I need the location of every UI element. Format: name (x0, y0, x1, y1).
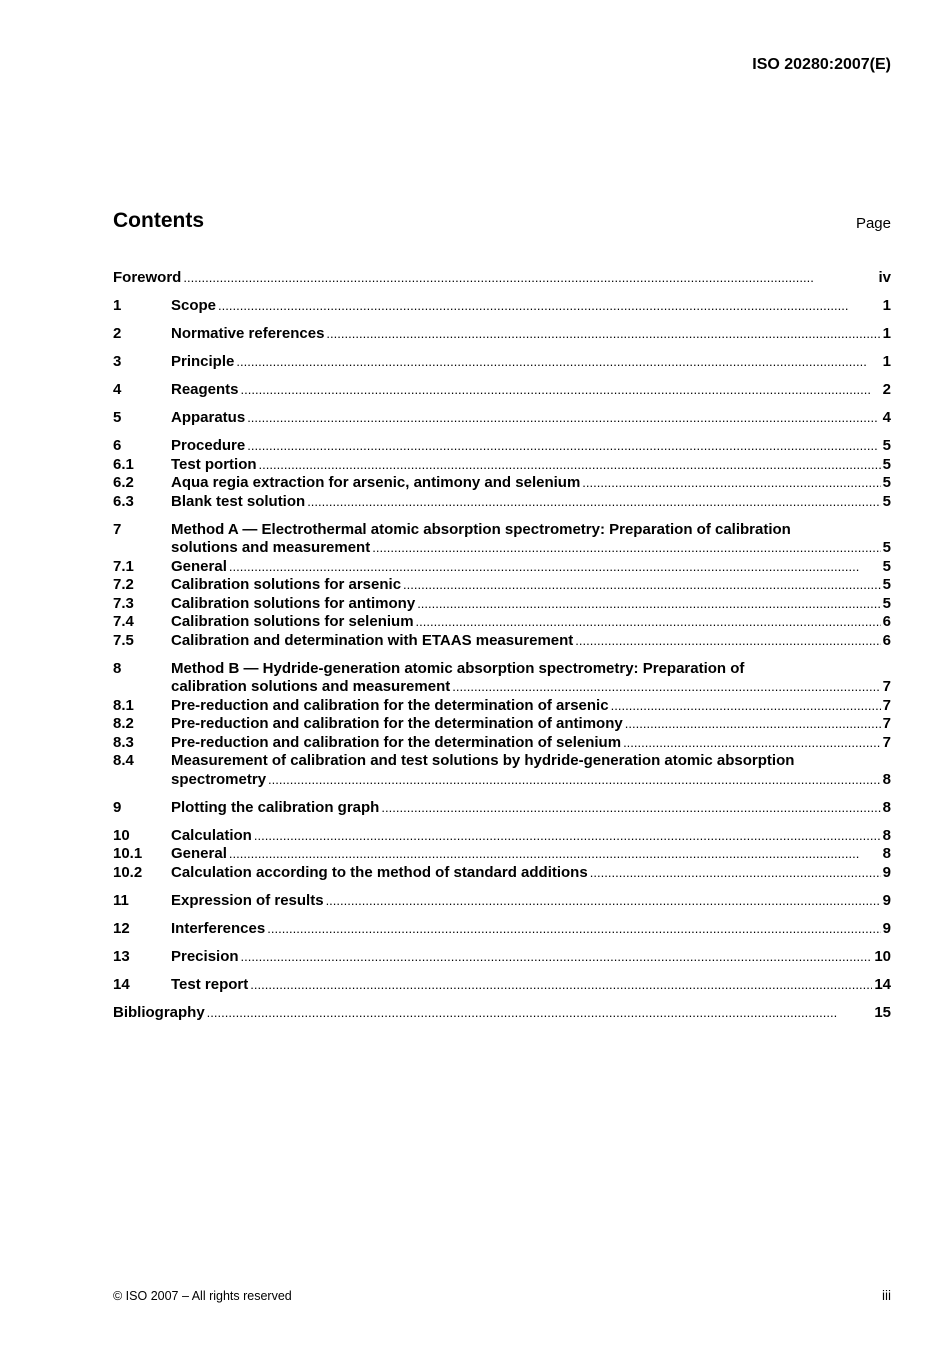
toc-entry[interactable] (113, 920, 891, 939)
toc-page-number: 6 (882, 631, 891, 649)
toc-number: 4 (113, 381, 122, 398)
toc-page-number: 7 (882, 696, 891, 714)
toc-title: Procedure (171, 437, 246, 454)
toc-number: 11 (113, 891, 129, 909)
copyright-notice: © ISO 2007 – All rights reserved (113, 1289, 292, 1303)
toc-title: Pre-reduction and calibration for the determination of antimony (171, 715, 623, 732)
toc-number: 6.1 (113, 455, 134, 473)
toc-leader-dots (326, 325, 880, 344)
toc-number: 9 (113, 798, 122, 816)
toc-entry[interactable] (113, 697, 891, 716)
toc-page-number: 9 (882, 863, 891, 881)
toc-page-number: 7 (882, 715, 891, 732)
toc-leader-dots (250, 976, 872, 995)
toc-number: 10 (113, 826, 130, 844)
toc-entry[interactable] (113, 976, 891, 995)
toc-number: 10.2 (113, 863, 143, 881)
toc-number: 7 (113, 520, 122, 538)
toc-page-number: 6 (882, 613, 891, 630)
toc-leader-dots (590, 864, 881, 883)
toc-page-number: 8 (882, 845, 891, 862)
toc-number: 2 (113, 325, 122, 342)
toc-entry[interactable] (113, 521, 891, 558)
document-id: ISO 20280:2007(E) (752, 56, 891, 73)
toc-title: Calibration solutions for antimony (171, 594, 416, 612)
toc-page-number: 5 (882, 576, 891, 593)
toc-entry[interactable] (113, 752, 891, 789)
toc-page-number: 2 (882, 381, 891, 398)
toc-page-number: 8 (882, 770, 891, 788)
toc-leader-dots (416, 613, 881, 632)
toc-page-number: 4 (882, 409, 891, 426)
toc-entry[interactable] (113, 632, 891, 651)
toc-entry[interactable] (113, 381, 891, 400)
toc-number: 7.2 (113, 576, 134, 593)
toc-leader-dots (241, 948, 873, 967)
toc-entry[interactable] (113, 493, 891, 512)
contents-title: Contents (113, 209, 204, 232)
toc-title: Pre-reduction and calibration for the determination of arsenic (171, 696, 609, 714)
toc-title: Calculation according to the method of standard additions (171, 863, 588, 881)
toc-leader-dots (229, 558, 881, 577)
toc-leader-dots (247, 409, 880, 428)
toc-title: Calculation (171, 826, 252, 844)
toc-title: Bibliography (113, 1003, 205, 1021)
toc-entry[interactable] (113, 734, 891, 753)
toc-title: Measurement of calibration and test solutions by hydride-generation atomic absorption (171, 752, 795, 769)
toc-title-continued: calibration solutions and measurement (171, 678, 451, 695)
toc-number: 8.2 (113, 715, 134, 732)
toc-number: 7.1 (113, 557, 134, 575)
toc-number: 12 (113, 919, 130, 937)
toc-page-number: 7 (882, 733, 891, 751)
toc-entry[interactable] (113, 660, 891, 697)
toc-page-number: 5 (882, 594, 891, 612)
toc-entry[interactable] (113, 409, 891, 428)
toc-entry[interactable] (113, 576, 891, 595)
toc-number: 7.4 (113, 613, 134, 630)
toc-number: 14 (113, 975, 130, 993)
toc-entry[interactable] (113, 325, 891, 344)
toc-page-number: 8 (882, 798, 891, 816)
toc-number: 10.1 (113, 845, 143, 862)
toc-title: Calibration and determination with ETAAS measurement (171, 631, 574, 649)
toc-leader-dots (326, 892, 881, 911)
toc-number: 6.3 (113, 492, 134, 510)
toc-leader-dots (247, 437, 880, 456)
toc-leader-dots (381, 799, 880, 818)
toc-title: Plotting the calibration graph (171, 798, 380, 816)
toc-entry[interactable] (113, 613, 891, 632)
toc-leader-dots (241, 381, 881, 400)
toc-title-continued: solutions and measurement (171, 539, 371, 556)
toc-page-number: 1 (882, 353, 891, 370)
toc-title: Scope (171, 297, 217, 314)
toc-number: 5 (113, 409, 122, 426)
toc-page-number: 5 (882, 539, 891, 556)
toc-title: Foreword (113, 269, 182, 286)
toc-title: General (171, 845, 227, 862)
toc-entry[interactable] (113, 269, 891, 288)
table-of-contents (113, 269, 891, 1022)
toc-entry[interactable] (113, 845, 891, 864)
toc-leader-dots (372, 539, 880, 558)
toc-page-number: 5 (882, 492, 891, 510)
toc-entry[interactable] (113, 948, 891, 967)
toc-entry[interactable] (113, 456, 891, 475)
toc-entry[interactable] (113, 1004, 891, 1023)
toc-page-number: 5 (882, 455, 891, 473)
page-column-label: Page (855, 215, 891, 232)
toc-page-number: 14 (874, 975, 891, 993)
toc-title: Pre-reduction and calibration for the determination of selenium (171, 733, 622, 751)
toc-leader-dots (207, 1004, 873, 1023)
toc-page-number: 5 (882, 474, 891, 491)
toc-entry[interactable] (113, 437, 891, 456)
toc-title: Aqua regia extraction for arsenic, antimony and selenium (171, 474, 581, 491)
toc-title: Method B — Hydride-generation atomic absorption spectrometry: Preparation of (171, 659, 745, 677)
toc-leader-dots (254, 827, 881, 846)
toc-title: Principle (171, 353, 235, 370)
toc-entry[interactable] (113, 892, 891, 911)
toc-page-number: 10 (874, 947, 891, 965)
page-number: iii (882, 1288, 891, 1303)
toc-leader-dots (183, 269, 876, 288)
toc-page-number: 5 (882, 557, 891, 575)
toc-title: Test portion (171, 455, 257, 473)
toc-number: 6.2 (113, 474, 134, 491)
toc-page-number: 8 (882, 826, 891, 844)
toc-number: 1 (113, 297, 122, 314)
toc-number: 6 (113, 437, 122, 454)
toc-leader-dots (259, 456, 881, 475)
toc-page-number: 9 (882, 891, 891, 909)
toc-title: General (171, 557, 227, 575)
toc-title-continued: spectrometry (171, 770, 267, 788)
toc-number: 7.5 (113, 631, 134, 649)
toc-leader-dots (417, 595, 880, 614)
toc-leader-dots (236, 353, 880, 372)
toc-entry[interactable] (113, 827, 891, 846)
toc-page-number: 1 (882, 297, 891, 314)
toc-title: Interferences (171, 919, 266, 937)
toc-title: Test report (171, 975, 249, 993)
toc-title: Blank test solution (171, 492, 306, 510)
toc-number: 8.3 (113, 733, 134, 751)
toc-entry[interactable] (113, 353, 891, 372)
toc-page-number: iv (878, 269, 891, 286)
toc-entry[interactable] (113, 715, 891, 734)
toc-page-number: 7 (882, 678, 891, 695)
toc-leader-dots (403, 576, 881, 595)
toc-title: Calibration solutions for selenium (171, 613, 414, 630)
toc-leader-dots (268, 771, 881, 790)
toc-title: Apparatus (171, 409, 246, 426)
toc-page-number: 5 (882, 437, 891, 454)
toc-title: Normative references (171, 325, 325, 342)
toc-leader-dots (229, 845, 881, 864)
toc-entry[interactable] (113, 474, 891, 493)
toc-number: 3 (113, 353, 122, 370)
toc-title: Precision (171, 947, 239, 965)
toc-number: 8.1 (113, 696, 134, 714)
toc-leader-dots (623, 734, 881, 753)
toc-leader-dots (307, 493, 880, 512)
toc-title: Expression of results (171, 891, 324, 909)
toc-leader-dots (611, 697, 881, 716)
toc-title: Method A — Electrothermal atomic absorption spectrometry: Preparation of calibration (171, 520, 791, 538)
toc-page-number: 1 (882, 325, 891, 342)
toc-number: 8.4 (113, 752, 134, 769)
toc-leader-dots (267, 920, 880, 939)
toc-page-number: 15 (874, 1003, 891, 1021)
toc-entry[interactable] (113, 558, 891, 577)
toc-entry[interactable] (113, 864, 891, 883)
toc-leader-dots (452, 678, 880, 697)
toc-leader-dots (575, 632, 880, 651)
toc-entry[interactable] (113, 799, 891, 818)
toc-entry[interactable] (113, 297, 891, 316)
toc-leader-dots (625, 715, 881, 734)
toc-number: 13 (113, 947, 130, 965)
toc-number: 8 (113, 659, 122, 677)
toc-leader-dots (582, 474, 880, 493)
toc-title: Reagents (171, 381, 239, 398)
toc-title: Calibration solutions for arsenic (171, 576, 402, 593)
toc-leader-dots (218, 297, 881, 316)
toc-page-number: 9 (882, 919, 891, 937)
toc-number: 7.3 (113, 594, 134, 612)
toc-entry[interactable] (113, 595, 891, 614)
